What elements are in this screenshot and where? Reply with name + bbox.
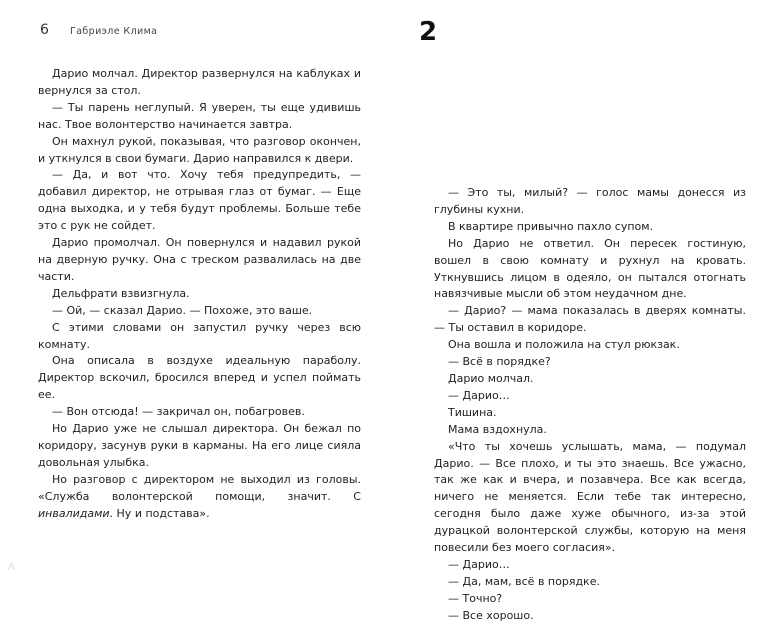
paragraph: Дарио промолчал. Он повернулся и надавил рукой на дверную ручку. Она с треском развалилась на две части. (38, 236, 361, 283)
chapter-number: 2 (419, 17, 438, 47)
text-run: . Ну и подстава». (109, 506, 210, 520)
paragraph: Тишина. (448, 405, 497, 419)
left-page (0, 0, 385, 578)
text-run: Но разговор с директором не выходил из головы. «Служба волонтерской помощи, значит. С (38, 472, 361, 503)
paragraph: Дельфрати взвизгнула. (52, 286, 190, 300)
paragraph: — Дарио? — мама показалась в дверях комнаты. — Ты оставил в коридоре. (434, 304, 746, 335)
paragraph: Мама вздохнула. (448, 422, 547, 436)
paragraph: С этими словами он запустил ручку через всю комнату. (38, 320, 361, 351)
paragraph: — Это ты, милый? — голос мамы донесся из глубины кухни. (434, 186, 746, 216)
paragraph: — Да, мам, всё в порядке. (448, 574, 600, 588)
paragraph: В квартире привычно пахло супом. (448, 219, 654, 233)
paragraph: Дарио молчал. (448, 371, 534, 385)
left-page-text (38, 66, 361, 522)
paragraph: — Вон отсюда! — закричал он, побагровев. (52, 405, 305, 419)
paragraph: Но Дарио уже не слышал директора. Он бежал по коридору, засунув руки в карманы. На его лице сияла довольная улыбка. (38, 422, 361, 469)
right-page (385, 0, 770, 622)
paragraph: — Да, и вот что. Хочу тебя предупредить, — добавил директор, не отрывая глаз от бумаг. — Еще одна выходка, и у тебя будут проблемы. Больше тебе это с рук не сойдет. (38, 168, 361, 233)
paragraph: — Дарио… (448, 388, 510, 402)
watermark-icon: Λ (8, 562, 15, 573)
paragraph: — Точно? (448, 591, 503, 605)
paragraph: — Ой, — сказал Дарио. — Похоже, это ваше. (52, 303, 313, 317)
paragraph: — Дарио… (448, 557, 510, 571)
paragraph: Дарио молчал. Директор развернулся на каблуках и вернулся за стол. (38, 67, 361, 97)
paragraph: Она описала в воздухе идеальную параболу. Директор вскочил, бросился вперед и успел поймать ее. (38, 354, 361, 402)
paragraph-with-italic (38, 472, 361, 523)
paragraph: — Все хорошо. (448, 608, 534, 622)
paragraph: Но Дарио не ответил. Он пересек гостиную, вошел в свою комнату и рухнул на кровать. Уткнувшись лицом в одеяло, он пытался отогнать навязчивые мысли об этом неудачном дне. (434, 236, 746, 301)
italic-word: инвалидами (38, 506, 110, 520)
paragraph: Он махнул рукой, показывая, что разговор окончен, и уткнулся в свои бумаги. Дарио направился к двери. (38, 134, 361, 165)
right-page-text (434, 185, 746, 625)
running-head (40, 22, 157, 38)
paragraph: — Всё в порядке? (448, 355, 551, 369)
author-name: Габриэле Клима (70, 26, 158, 37)
paragraph: — Ты парень неглупый. Я уверен, ты еще удивишь нас. Твое волонтерство начинается завтра. (38, 100, 361, 131)
paragraph: «Что ты хочешь услышать, мама, — подумал Дарио. — Все плохо, и ты это знаешь. Все ужасно, так же как и вчера, и позавчера. Все как всегда, ничего не меняется. Если тебе так интересно, сегодня было даже хуже обычного, из-за этой дурацкой волонтерской службы, которую на меня повесили без моего согласия». (434, 439, 746, 555)
page-number: 6 (40, 22, 49, 38)
paragraph: Она вошла и положила на стул рюкзак. (448, 338, 680, 352)
